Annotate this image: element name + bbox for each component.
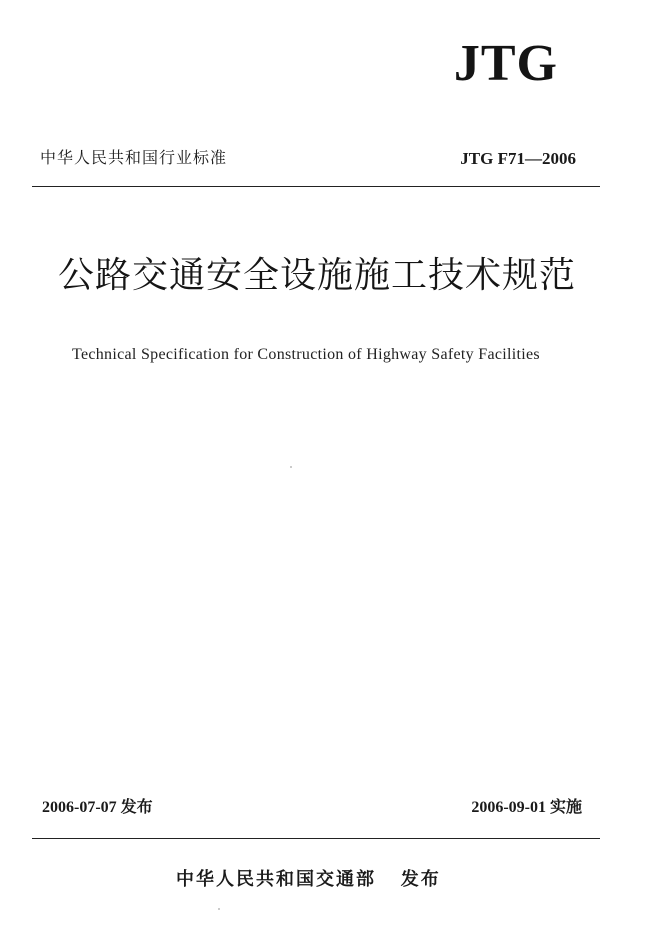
jtg-logo: JTG	[453, 35, 558, 92]
standard-code: JTG F71—2006	[460, 149, 576, 168]
issue-date: 2006-07-07 发布	[42, 799, 153, 816]
document-title-english: Technical Specification for Construction of Highway Safety Facilities	[72, 346, 540, 363]
footer-divider	[32, 838, 600, 839]
publisher: 中华人民共和国交通部 发布	[176, 869, 441, 890]
scan-speck	[218, 908, 220, 910]
scan-speck	[290, 466, 292, 468]
document-title-chinese: 公路交通安全设施施工技术规范	[58, 255, 577, 296]
implementation-date: 2006-09-01 实施	[471, 799, 582, 816]
header-divider	[32, 186, 600, 187]
industry-standard-label: 中华人民共和国行业标准	[40, 148, 228, 167]
